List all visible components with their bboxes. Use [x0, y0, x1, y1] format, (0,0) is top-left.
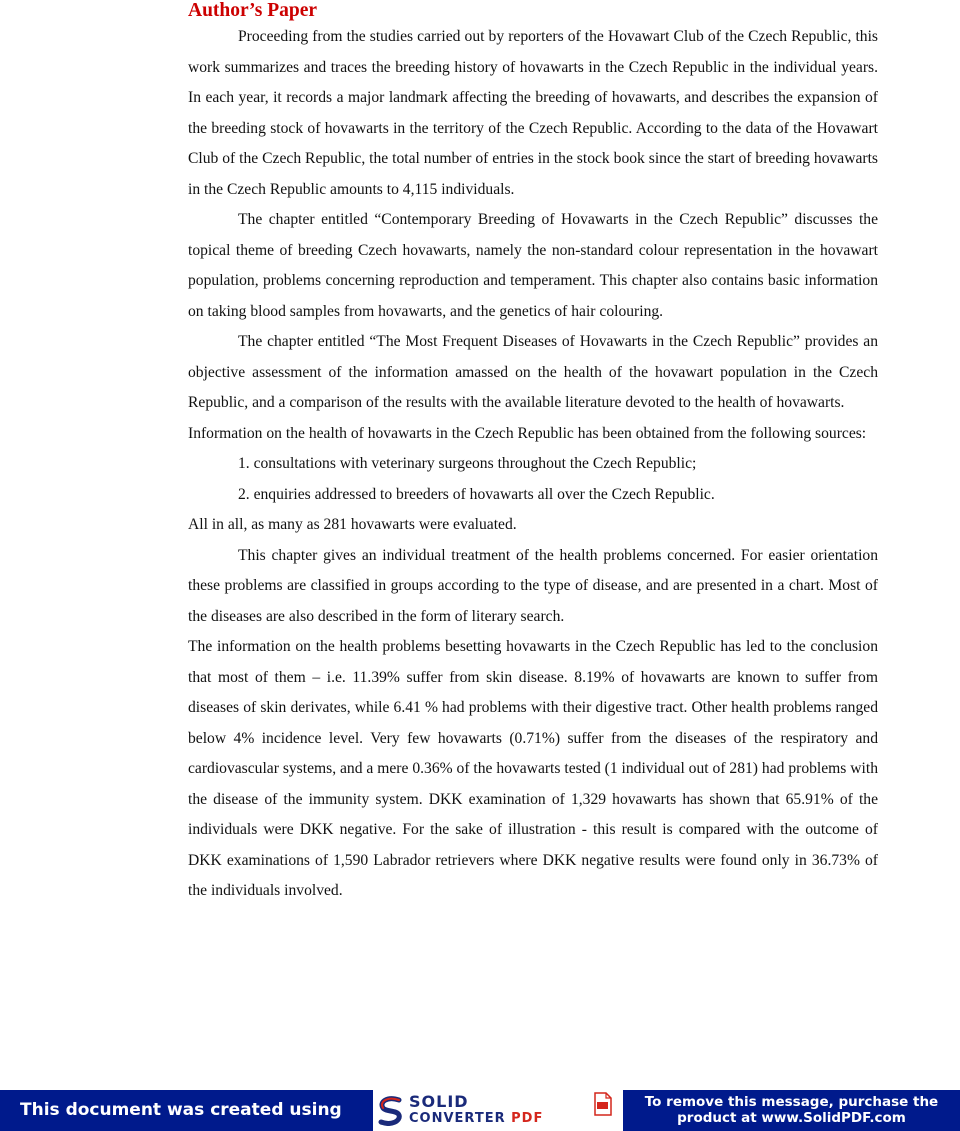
logo-word-converter	[409, 1111, 543, 1127]
paragraph-conclusion: The information on the health problems besetting hovawarts in the Czech Republic has led to the conclusion that most of them – i.e. 11.39% suffer from skin disease. 8.19% of hovawarts are known to suffer from diseases of skin derivates, while 6.41 % had problems with their digestive tract. Other health problems ranged below 4% incidence level. Very few hovawarts (0.71%) suffer from the diseases of the respiratory and cardiovascular systems, and a mere 0.36% of the hovawarts tested (1 individual out of 281) had problems with the disease of the immunity system. DKK examination of 1,329 hovawarts has shown that 65.91% of the individuals were DKK negative. For the sake of illustration - this result is compared with the outcome of DKK examinations of 1,590 Labrador retrievers where DKK negative results were found only in 36.73% of the individuals involved.	[188, 638, 878, 899]
paragraph-health-treatment: This chapter gives an individual treatment of the health problems concerned. For easier orientation these problems are classified in groups according to the type of disease, and are presented in a chart. Most of the diseases are also described in the form of literary search.	[188, 546, 878, 625]
paragraph-evaluated-count: All in all, as many as 281 hovawarts were evaluated.	[188, 516, 517, 533]
solid-converter-logo[interactable]	[373, 1090, 623, 1131]
logo-word-converter-text: CONVERTER	[409, 1111, 506, 1126]
logo-word-pdf: PDF	[511, 1111, 544, 1126]
banner-purchase-line-1: To remove this message, purchase the	[644, 1094, 939, 1110]
watermark-banner	[0, 1090, 960, 1131]
logo-word-solid: SOLID	[409, 1092, 469, 1111]
paragraph-information-sources: Information on the health of hovawarts in the Czech Republic has been obtained from the following sources:	[188, 424, 867, 442]
list-item: 1. consultations with veterinary surgeons throughout the Czech Republic;	[238, 455, 697, 472]
list-item: 2. enquiries addressed to breeders of hovawarts all over the Czech Republic.	[238, 485, 715, 503]
banner-created-using-text: This document was created using	[0, 1090, 373, 1131]
document-page	[188, 0, 878, 907]
banner-purchase-message[interactable]	[623, 1090, 960, 1131]
solid-converter-logo-icon	[377, 1096, 405, 1126]
paragraph-frequent-diseases: The chapter entitled “The Most Frequent Diseases of Hovawarts in the Czech Republic” provides an objective assessment of the information amassed on the health of the hovawart population in the Czech Republic, and a comparison of the results with the available literature devoted to the health of hovawarts.	[188, 333, 878, 411]
pdf-document-icon	[593, 1092, 613, 1116]
paper-heading: Author’s Paper	[188, 0, 318, 21]
paragraph-intro: Proceeding from the studies carried out by reporters of the Hovawart Club of the Czech Republic, this work summarizes and traces the breeding history of hovawarts in the Czech Republic in the individual years. In each year, it records a major landmark affecting the breeding of hovawarts, and describes the expansion of the breeding stock of hovawarts in the territory of the Czech Republic. According to the data of the Hovawart Club of the Czech Republic, the total number of entries in the stock book since the start of breeding hovawarts in the Czech Republic amounts to 4,115 individuals.	[188, 28, 878, 198]
banner-purchase-line-2: product at www.SolidPDF.com	[677, 1110, 906, 1126]
paragraph-contemporary-breeding: The chapter entitled “Contemporary Breeding of Hovawarts in the Czech Republic” discusses the topical theme of breeding Czech hovawarts, namely the non-standard colour representation in the hovawart population, problems concerning reproduction and temperament. This chapter also contains basic information on taking blood samples from hovawarts, and the genetics of hair colouring.	[188, 211, 878, 320]
